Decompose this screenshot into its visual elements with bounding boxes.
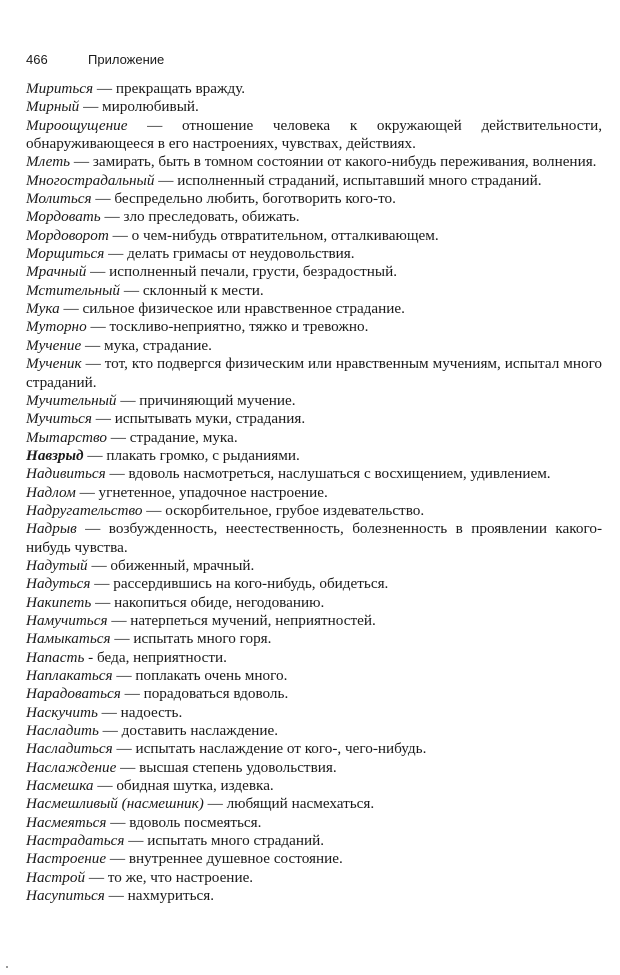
entry-definition: угнетенное, упадочное настроение.: [98, 483, 328, 501]
glossary-entry: [26, 465, 602, 483]
entry-term: Надругательство: [26, 501, 143, 519]
entry-separator: —: [107, 611, 131, 629]
glossary-entry: [26, 245, 602, 263]
entry-term: Мириться: [26, 80, 94, 97]
entry-separator: —: [91, 190, 115, 208]
entry-definition: отношение человека к окружающей действительности, обнаруживающееся в его настроениях, чувствах, действиях.: [26, 116, 602, 153]
entry-definition: испытывать муки, страдания.: [114, 410, 306, 428]
glossary-entry: [26, 630, 602, 648]
entry-definition: склонный к мести.: [142, 281, 264, 299]
page-number: 466: [26, 52, 48, 67]
glossary-entry: [26, 795, 602, 813]
entry-definition: испытать наслаждение от кого-, чего-нибудь.: [135, 740, 427, 758]
glossary-entry: [26, 502, 602, 520]
entry-term: Настрадаться: [26, 832, 125, 850]
entry-definition: исполненный страданий, испытавший много страданий.: [177, 171, 542, 189]
entry-separator: —: [87, 556, 111, 574]
entry-term: Насладить: [26, 722, 99, 740]
entry-term: Млеть: [26, 153, 71, 171]
entry-term: Надивиться: [26, 465, 106, 483]
entry-definition: миролюбивый.: [102, 98, 199, 116]
entry-term: Намучиться: [26, 611, 108, 629]
entry-term: Напасть: [26, 648, 85, 666]
entry-term: Мирный: [26, 98, 80, 116]
entry-term: Мучение: [26, 336, 82, 354]
entry-separator: —: [105, 465, 129, 483]
entry-separator: —: [124, 832, 148, 850]
glossary-entry: [26, 318, 602, 336]
entry-term: Насмеяться: [26, 813, 107, 831]
glossary-entry: [26, 208, 602, 226]
entry-definition: вдоволь насмотреться, наслушаться с восхищением, удивлением.: [128, 465, 551, 483]
glossary-entry: [26, 740, 602, 758]
glossary-entry: [26, 649, 602, 667]
entry-separator: —: [120, 281, 143, 299]
entry-term: Мука: [26, 300, 60, 318]
entry-definition: поплакать очень много.: [135, 667, 288, 684]
entry-definition: причиняющий мучение.: [139, 391, 296, 409]
entry-term: Намыкаться: [26, 630, 111, 648]
entry-term: Настрой: [26, 868, 86, 886]
entry-separator: —: [106, 813, 130, 831]
entry-separator: —: [91, 593, 115, 611]
entry-separator: —: [81, 336, 105, 354]
entry-definition: высшая степень удовольствия.: [139, 758, 337, 776]
entry-separator: —: [86, 263, 110, 281]
entry-term: Нарадоваться: [26, 685, 121, 703]
entry-separator: —: [79, 98, 103, 116]
glossary-entry: [26, 869, 602, 887]
entry-definition: испытать много страданий.: [147, 832, 325, 850]
entry-separator: —: [106, 850, 129, 868]
entry-term: Мордоворот: [26, 226, 109, 244]
entry-term: Настроение: [26, 850, 107, 868]
entry-term: Мироощущение: [26, 116, 128, 134]
glossary-entry: [26, 667, 602, 685]
entry-separator: —: [127, 116, 183, 134]
glossary-entry: [26, 814, 602, 832]
glossary-entry: [26, 80, 602, 98]
glossary-entry: [26, 355, 602, 392]
entry-definition: замирать, быть в томном состоянии от какого-нибудь переживания, волнения.: [92, 153, 597, 171]
entry-term: Мучиться: [26, 410, 92, 428]
entry-definition: обидная шутка, издевка.: [116, 777, 274, 795]
entry-term: Навзрыд: [26, 446, 84, 464]
entry-separator: —: [116, 758, 140, 776]
entry-separator: —: [104, 887, 128, 905]
entry-separator: —: [108, 226, 132, 244]
entry-separator: —: [86, 318, 110, 336]
entry-term: Наскучить: [26, 703, 98, 721]
glossary-entry: [26, 447, 602, 465]
entry-separator: —: [120, 685, 144, 703]
entry-separator: —: [70, 153, 93, 171]
glossary-entry: [26, 575, 602, 593]
entry-separator: —: [91, 410, 115, 428]
entry-term: Надлом: [26, 483, 76, 501]
entry-separator: —: [116, 391, 140, 409]
entry-separator: —: [93, 80, 116, 97]
entry-definition: прекращать вражду.: [115, 80, 246, 97]
entry-term: Мрачный: [26, 263, 87, 281]
glossary-entry: [26, 153, 602, 171]
entry-term: Мытарство: [26, 428, 107, 446]
entry-separator: —: [81, 355, 105, 373]
entry-separator: —: [112, 667, 136, 684]
entry-separator: —: [93, 777, 117, 795]
entry-term: Морщиться: [26, 245, 105, 263]
entry-definition: страдание, мука.: [129, 428, 238, 446]
glossary-entry: [26, 190, 602, 208]
entry-term: Надуться: [26, 575, 91, 593]
entry-term: Мстительный: [26, 281, 121, 299]
entry-term: Надрыв: [26, 520, 77, 538]
entry-term: Многострадальный: [26, 171, 155, 189]
entry-separator: —: [75, 483, 99, 501]
entry-definition: беспредельно любить, боготворить кого-то.: [114, 190, 396, 208]
glossary-entry: [26, 557, 602, 575]
entry-separator: —: [203, 795, 227, 813]
entry-separator: —: [104, 245, 128, 263]
entry-term: Насупиться: [26, 887, 105, 905]
glossary-entry: [26, 98, 602, 116]
entry-separator: —: [110, 630, 134, 648]
running-header: [26, 52, 164, 68]
entry-definition: сильное физическое или нравственное страдание.: [82, 300, 405, 318]
glossary-entry: [26, 392, 602, 410]
entry-definition: рассердившись на кого-нибудь, обидеться.: [113, 575, 389, 593]
entry-term: Накипеть: [26, 593, 92, 611]
glossary-entries: [26, 80, 602, 905]
entry-definition: тот, кто подвергся физическим или нравственным мучениям, испытал много страданий.: [26, 355, 603, 391]
glossary-entry: [26, 300, 602, 318]
entry-separator: —: [142, 501, 166, 519]
entry-separator: —: [83, 446, 107, 464]
entry-definition: порадоваться вдоволь.: [143, 685, 289, 703]
entry-separator: —: [85, 868, 108, 886]
entry-definition: исполненный печали, грусти, безрадостный.: [109, 263, 398, 281]
entry-separator: —: [76, 520, 109, 538]
entry-definition: делать гримасы от неудовольствия.: [127, 245, 355, 263]
entry-term: Наслаждение: [26, 758, 117, 776]
glossary-entry: [26, 759, 602, 777]
entry-separator: —: [59, 300, 83, 318]
entry-definition: тоскливо-неприятно, тяжко и тревожно.: [109, 318, 369, 336]
glossary-entry: [26, 117, 602, 154]
entry-separator: -: [84, 648, 98, 666]
entry-definition: нахмуриться.: [127, 887, 215, 905]
entry-definition: накопиться обиде, негодованию.: [114, 593, 325, 611]
entry-definition: внутреннее душевное состояние.: [128, 850, 343, 868]
entry-term: Мордовать: [26, 208, 101, 226]
entry-definition: испытать много горя.: [133, 630, 272, 648]
entry-definition: то же, что настроение.: [107, 868, 254, 886]
entry-definition: зло преследовать, обижать.: [123, 208, 300, 226]
entry-term: Мучительный: [26, 391, 117, 409]
entry-definition: любящий насмехаться.: [226, 795, 375, 813]
entry-term: Наплакаться: [26, 667, 113, 684]
entry-separator: —: [100, 208, 124, 226]
glossary-entry: [26, 594, 602, 612]
entry-separator: —: [106, 428, 130, 446]
entry-definition: плакать громко, с рыданиями.: [106, 446, 300, 464]
entry-term: Насмешливый (насмешник): [26, 795, 204, 813]
glossary-entry: [26, 410, 602, 428]
entry-definition: вдоволь посмеяться.: [129, 813, 262, 831]
entry-separator: —: [98, 722, 122, 740]
entry-definition: мука, страдание.: [104, 336, 212, 354]
glossary-entry: [26, 484, 602, 502]
entry-term: Молиться: [26, 190, 92, 208]
entry-separator: —: [90, 575, 114, 593]
entry-definition: беда, неприятности.: [97, 648, 227, 666]
entry-term: Надутый: [26, 556, 88, 574]
glossary-entry: [26, 850, 602, 868]
glossary-entry: [26, 685, 602, 703]
glossary-entry: [26, 282, 602, 300]
entry-term: Мученик: [26, 355, 82, 373]
entry-separator: —: [154, 171, 178, 189]
entry-definition: возбужденность, неестественность, болезненность в проявлении какого-нибудь чувства.: [26, 520, 602, 556]
entry-definition: натерпеться мучений, неприятностей.: [130, 611, 376, 629]
glossary-entry: [26, 520, 602, 557]
section-title: Приложение: [88, 52, 165, 67]
entry-definition: доставить наслаждение.: [121, 722, 279, 740]
glossary-entry: [26, 172, 602, 190]
entry-definition: о чем-нибудь отвратительном, отталкивающем.: [131, 226, 439, 244]
glossary-entry: [26, 612, 602, 630]
glossary-entry: [26, 704, 602, 722]
entry-definition: обиженный, мрачный.: [110, 556, 255, 574]
glossary-entry: [26, 337, 602, 355]
entry-term: Муторно: [26, 318, 87, 336]
glossary-entry: [26, 887, 602, 905]
entry-separator: —: [97, 703, 121, 721]
glossary-entry: [26, 777, 602, 795]
entry-definition: оскорбительное, грубое издевательство.: [165, 501, 425, 519]
entry-term: Насладиться: [26, 740, 113, 758]
glossary-entry: [26, 722, 602, 740]
entry-definition: надоесть.: [120, 703, 183, 721]
glossary-entry: [26, 263, 602, 281]
entry-separator: —: [112, 740, 136, 758]
entry-term: Насмешка: [26, 777, 94, 795]
scan-speck: [6, 966, 8, 968]
glossary-entry: [26, 227, 602, 245]
glossary-entry: [26, 832, 602, 850]
glossary-entry: [26, 429, 602, 447]
